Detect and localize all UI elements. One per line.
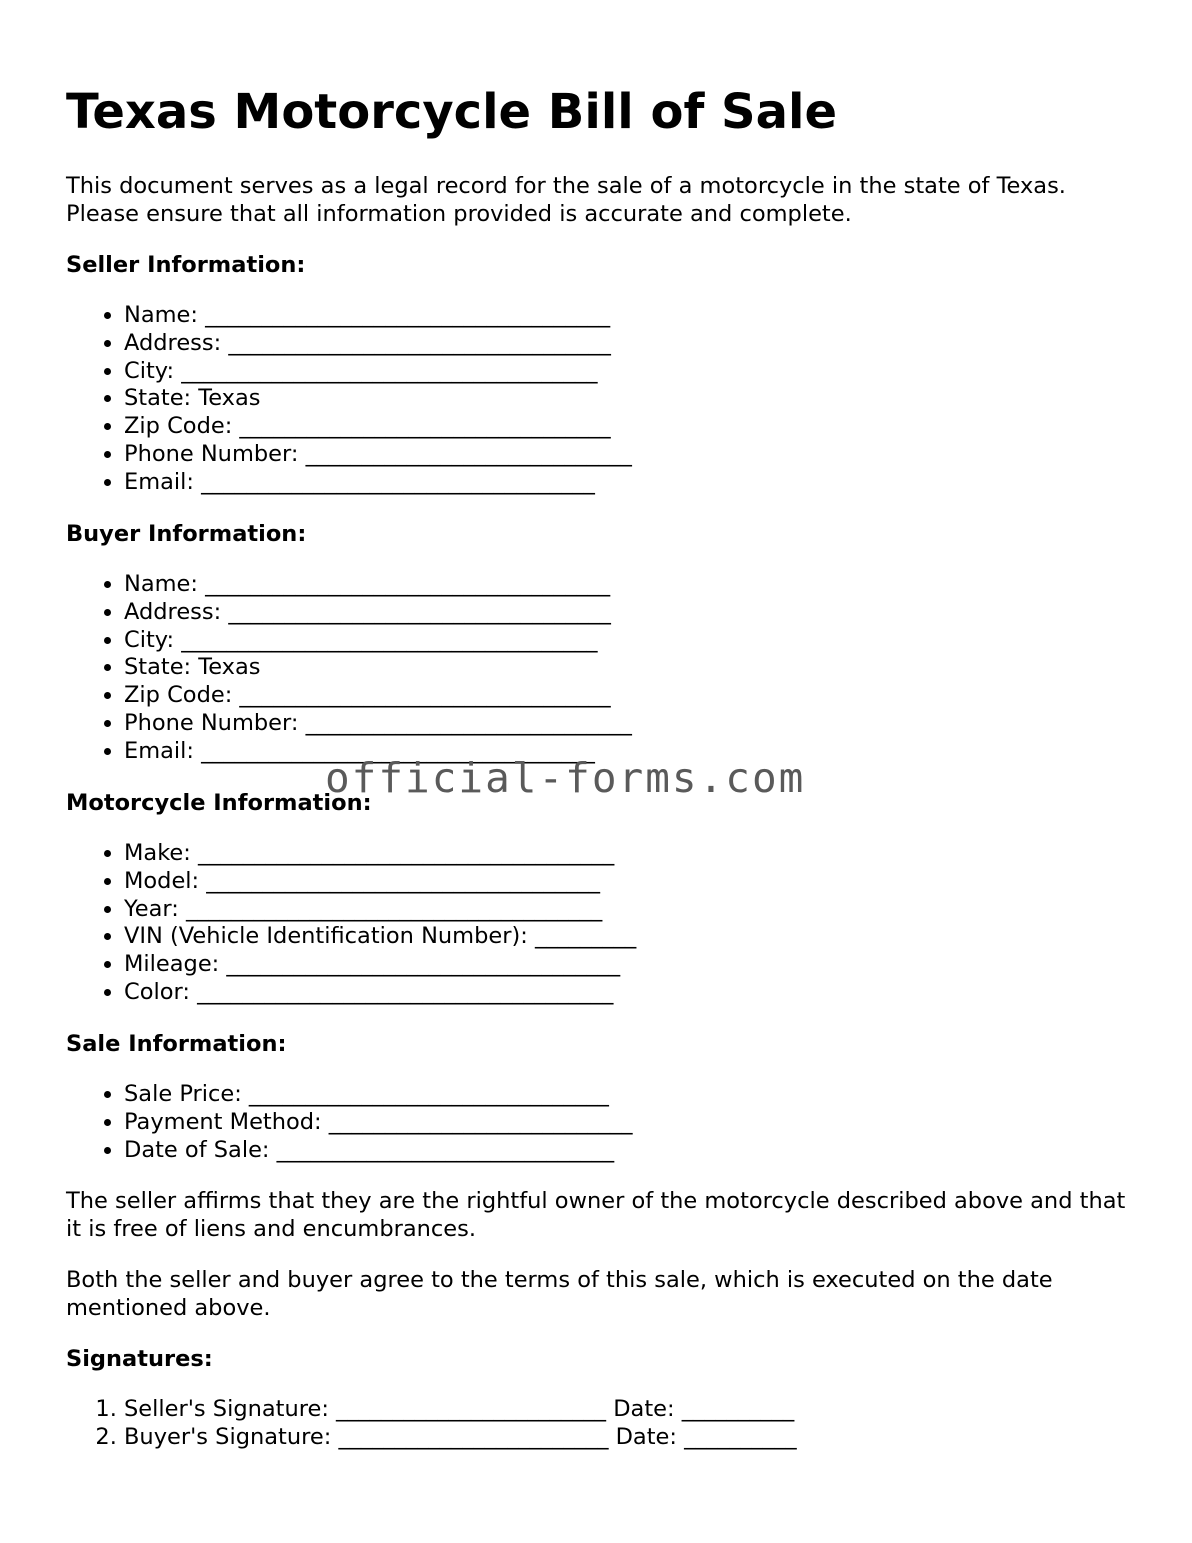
seller-email-field[interactable]: • Email: ___________________________________ [124,469,632,497]
sale-field-list [66,1081,633,1164]
buyer-signature-line[interactable]: 2. Buyer's Signature: ________________________ Date: __________ [124,1424,797,1452]
motorcycle-field-list [66,840,636,1007]
watermark-text: official-forms.com [325,754,806,802]
signature-list [66,1396,797,1452]
intro-paragraph: This document serves as a legal record for the sale of a motorcycle in the state of Texas. Please ensure that all information provided is accurate and complete. [66,173,1066,227]
seller-city-field[interactable]: • City: _____________________________________ [124,358,632,386]
buyer-name-field[interactable]: • Name: ____________________________________ [124,571,632,599]
seller-zip-field[interactable]: • Zip Code: _________________________________ [124,413,632,441]
date-of-sale-field[interactable]: • Date of Sale: ______________________________ [124,1137,633,1165]
sale-price-field[interactable]: • Sale Price: ________________________________ [124,1081,633,1109]
seller-signature-line[interactable]: 1. Seller's Signature: ________________________ Date: __________ [124,1396,797,1424]
seller-state-field: • State: Texas [124,385,632,413]
document-title: Texas Motorcycle Bill of Sale [66,84,837,140]
seller-phone-field[interactable]: • Phone Number: _____________________________ [124,441,632,469]
seller-address-field[interactable]: • Address: __________________________________ [124,330,632,358]
motorcycle-year-field[interactable]: • Year: _____________________________________ [124,896,636,924]
buyer-city-field[interactable]: • City: _____________________________________ [124,627,632,655]
seller-heading: Seller Information: [66,252,306,278]
buyer-state-field: • State: Texas [124,654,632,682]
buyer-zip-field[interactable]: • Zip Code: _________________________________ [124,682,632,710]
motorcycle-make-field[interactable]: • Make: _____________________________________ [124,840,636,868]
buyer-phone-field[interactable]: • Phone Number: _____________________________ [124,710,632,738]
affirmation-paragraph: The seller affirms that they are the rightful owner of the motorcycle described above and that it is free of liens and encumbrances. [66,1188,1126,1242]
buyer-address-field[interactable]: • Address: __________________________________ [124,599,632,627]
signatures-heading: Signatures: [66,1346,213,1372]
motorcycle-vin-field[interactable]: • VIN (Vehicle Identification Number): _________ [124,923,636,951]
seller-field-list [66,302,632,497]
seller-name-field[interactable]: • Name: ____________________________________ [124,302,632,330]
buyer-email-field[interactable]: • Email: ___________________________________ [124,738,632,766]
buyer-field-list [66,571,632,766]
buyer-heading: Buyer Information: [66,521,307,547]
agreement-paragraph: Both the seller and buyer agree to the terms of this sale, which is executed on the date mentioned above. [66,1267,1053,1321]
motorcycle-heading: Motorcycle Information: [66,790,372,816]
payment-method-field[interactable]: • Payment Method: ___________________________ [124,1109,633,1137]
sale-heading: Sale Information: [66,1031,287,1057]
motorcycle-model-field[interactable]: • Model: ___________________________________ [124,868,636,896]
motorcycle-color-field[interactable]: • Color: _____________________________________ [124,979,636,1007]
motorcycle-mileage-field[interactable]: • Mileage: ___________________________________ [124,951,636,979]
